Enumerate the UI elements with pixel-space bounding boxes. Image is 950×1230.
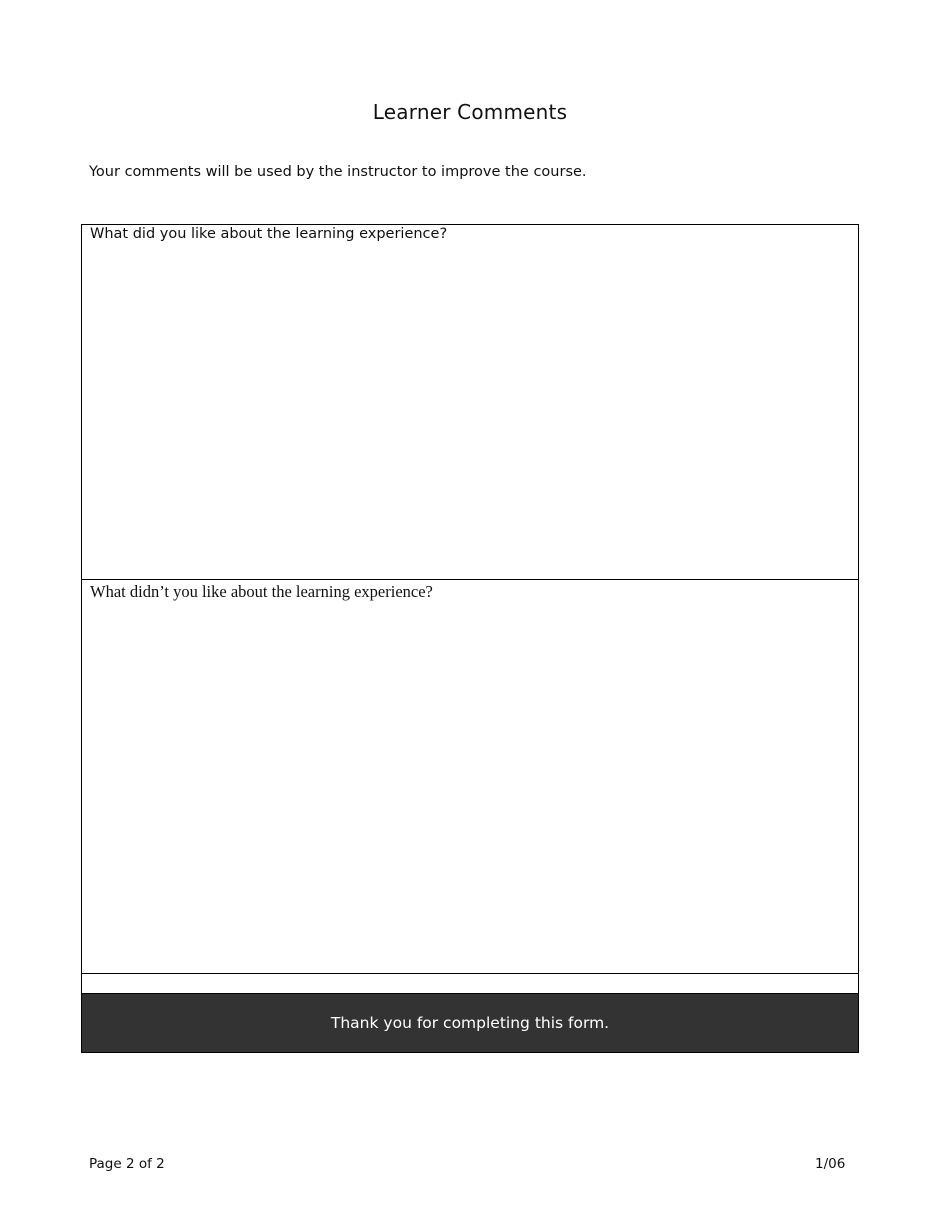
question-liked-cell[interactable] bbox=[82, 225, 858, 580]
thank-you-banner: Thank you for completing this form. bbox=[82, 994, 858, 1052]
comments-form-table bbox=[81, 224, 859, 1053]
intro-text: Your comments will be used by the instructor to improve the course. bbox=[89, 164, 587, 180]
question-disliked-label: What didn’t you like about the learning experience? bbox=[90, 582, 433, 601]
spacer-row bbox=[82, 974, 858, 994]
question-disliked-answer-field[interactable] bbox=[88, 606, 852, 967]
question-disliked-cell[interactable] bbox=[82, 580, 858, 974]
question-liked-label: What did you like about the learning experience? bbox=[90, 226, 448, 242]
page-number: Page 2 of 2 bbox=[89, 1156, 165, 1172]
form-version: 1/06 bbox=[815, 1156, 846, 1172]
page-title: Learner Comments bbox=[372, 100, 568, 124]
question-liked-answer-field[interactable] bbox=[88, 251, 852, 573]
